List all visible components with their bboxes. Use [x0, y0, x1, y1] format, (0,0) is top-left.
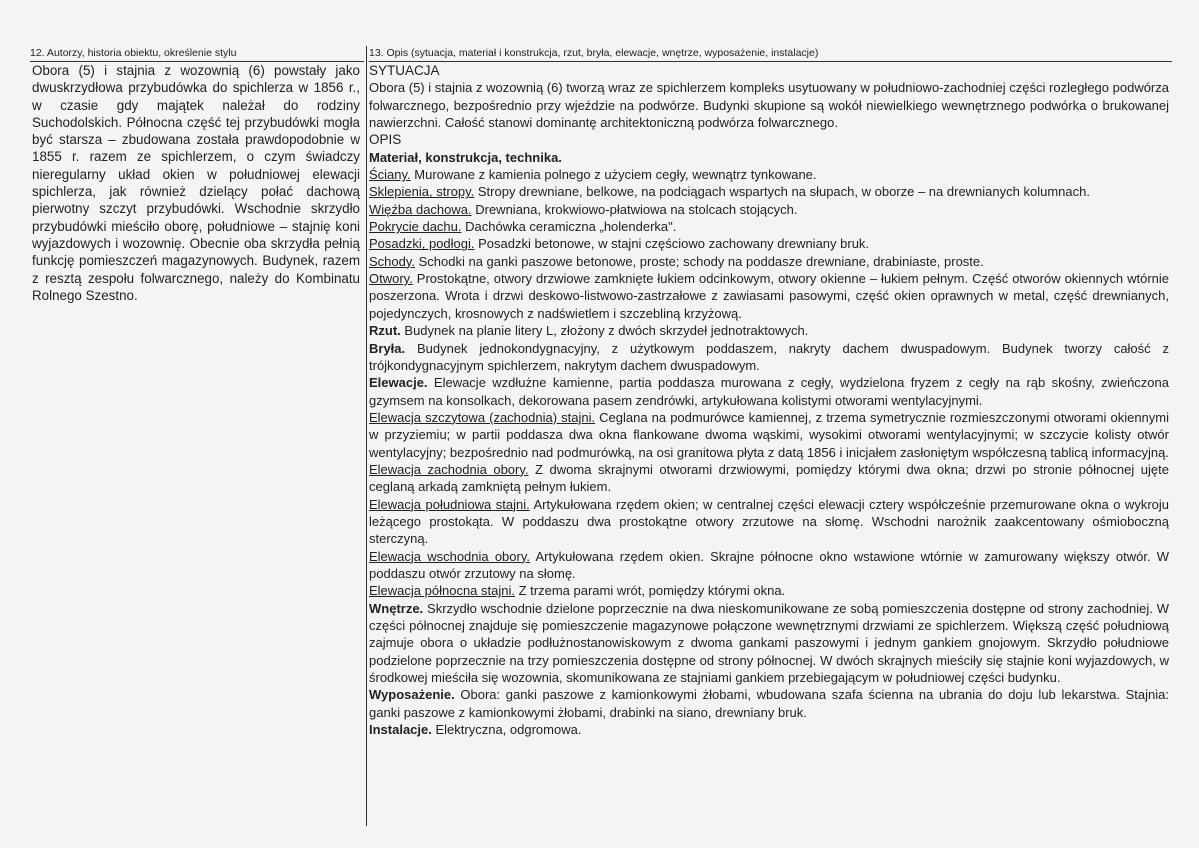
entry-label: Rzut.	[369, 323, 401, 339]
situation-paragraph: Obora (5) i stajnia z wozownią (6) tworzą wraz ze spichlerzem kompleks usytuowany w południowo-zachodniej części rozległego podwórza folwarcznego, bezpośrednio przy wjeździe na podwórze. Budynki skupione są wokół niewielkiego wewnętrznego podwórka o brukowanej nawierzchni. Całość stanowi dominantę architektoniczną podwórza folwarcznego.	[369, 80, 1169, 131]
document-sheet	[30, 46, 1172, 826]
history-paragraph: Obora (5) i stajnia z wozownią (6) powstały jako dwuskrzydłowa przybudówka do spichlerza w 1856 r., w czasie gdy majątek należał do rodziny Suchodolskich. Północna część tej przybudówki mogła być starsza – zbudowana została prawdopodobnie w 1855 r. razem ze spichlerzem, o czym świadczy nieregularny układ okien w południowej elewacji spichlerza, jak również dzielący połać dachową pierwotny szczyt przybudówki. Wschodnie skrzydło przybudówki mieściło oborę, południowe – stajnię koni wyjazdowych i wozownię. Obecnie oba skrzydła pełnią funkcję pomieszczeń magazynowych. Budynek, razem z resztą zespołu folwarcznego, należy do Kombinatu Rolnego Szestno.	[32, 63, 360, 303]
entry-label: Elewacja południowa stajni.	[369, 496, 530, 512]
entry-label: Wyposażenie.	[369, 687, 455, 703]
entry-label: Posadzki, podłogi.	[369, 236, 475, 252]
description-entry	[369, 253, 1169, 270]
entry-label: Wnętrze.	[369, 600, 424, 616]
entry-text: Elewacje wzdłużne kamienne, partia poddasza murowana z cegły, wydzielona fryzem z cegły na rąb skośny, zwieńczona gzymsem na konsolkach, dekorowana pasem zendrówki, artykułowana kolistymi otworami wentylacyjnymi.	[369, 375, 1169, 408]
entry-text: Murowane z kamienia polnego z użyciem cegły, wewnątrz tynkowane.	[410, 167, 817, 183]
column-divider	[366, 46, 367, 826]
entry-text: Dachówka ceramiczna „holenderka".	[461, 219, 677, 235]
history-text	[32, 62, 360, 304]
description-entry	[369, 218, 1169, 235]
entry-text: Stropy drewniane, belkowe, na podciągach wspartych na słupach, w oborze – na drewnianych kolumnach.	[474, 184, 1090, 200]
description-entry	[369, 201, 1169, 218]
description-entry	[369, 374, 1169, 409]
description-entry	[369, 548, 1169, 583]
entry-label: Elewacja szczytowa (zachodnia) stajni.	[369, 409, 596, 425]
entry-label: Elewacja wschodnia obory.	[369, 548, 530, 564]
entry-text: Drewniana, krokwiowo-płatwiowa na stolcach stojących.	[471, 201, 798, 217]
description-entry	[369, 270, 1169, 322]
entry-text: Budynek na planie litery L, złożony z dwóch skrzydeł jednotraktowych.	[400, 323, 809, 339]
description-entry	[369, 409, 1169, 461]
description-text	[369, 62, 1169, 738]
entry-label: Elewacja północna stajni.	[369, 583, 515, 599]
description-entry	[369, 166, 1169, 183]
material-heading: Materiał, konstrukcja, technika.	[369, 149, 562, 165]
entry-label: Instalacje.	[369, 722, 432, 738]
description-entry	[369, 496, 1169, 548]
left-column-header: 12. Autorzy, historia obiektu, określenie stylu	[30, 46, 364, 62]
description-entry	[369, 582, 1169, 599]
entry-text: Elektryczna, odgromowa.	[431, 722, 582, 738]
entry-label: Sklepienia, stropy.	[369, 184, 475, 200]
description-entry	[369, 721, 1169, 738]
entry-text: Obora: ganki paszowe z kamionkowymi żłobami, wbudowana szafa ścienna na ubrania do doju lub lekarstwa. Stajnia: ganki paszowe z kamionkowymi żłobami, drabinki na siano, drewniany bruk.	[369, 687, 1169, 720]
entry-text: Artykułowana rzędem okien. Skrajne północne okno wstawione wtórnie w zamurowany większy otwór. W poddaszu otwór zrzutowy na słomę.	[369, 548, 1169, 581]
entry-text: Posadzki betonowe, w stajni częściowo zachowany drewniany bruk.	[474, 236, 870, 252]
description-entry	[369, 600, 1169, 687]
description-entry	[369, 686, 1169, 721]
situation-heading: SYTUACJA	[369, 63, 440, 78]
description-entries	[369, 166, 1169, 738]
description-entry	[369, 322, 1169, 339]
entry-text: Skrzydło wschodnie dzielone poprzecznie na dwa nieskomunikowane ze sobą pomieszczenia dostępne od strony zachodniej. W części północnej znajduje się pomieszczenie magazynowe połączone wewnętrznymi drzwiami ze spichlerzem. Większą część południową zajmuje obora o układzie podłużnostanowiskowym z dwoma gankami paszowymi i jednym gankiem gnojowym. Skrzydło południowe podzielone poprzecznie na trzy pomieszczenia dostępne od strony północnej. W dwóch skrajnych mieściły się stajnie koni wyjazdowych, w środkowej mieściła się wozownia, skomunikowana ze stajniami gankiem przebiegającym w południowej części budynku.	[369, 600, 1169, 686]
description-entry	[369, 340, 1169, 375]
description-entry	[369, 235, 1169, 252]
right-column-header: 13. Opis (sytuacja, materiał i konstrukcja, rzut, bryła, elewacje, wnętrze, wyposażenie, instalacje)	[369, 46, 1172, 62]
entry-label: Ściany.	[369, 167, 411, 183]
description-heading: OPIS	[369, 132, 402, 148]
entry-label: Elewacja zachodnia obory.	[369, 461, 529, 477]
entry-text: Schodki na ganki paszowe betonowe, proste; schody na poddasze drewniane, drabiniaste, proste.	[415, 253, 984, 269]
entry-label: Schody.	[369, 253, 416, 269]
entry-label: Bryła.	[369, 340, 406, 356]
entry-text: Ceglana na podmurówce kamiennej, z trzema symetrycznie rozmieszczonymi otworami okiennymi w przyziemiu; w partii poddasza dwa okna flankowane dwoma wąskimi, wysokimi otworami wentylacyjnymi; w szczycie kolisty otwór wentylacyjny; bezpośrednio nad podmurówką, na osi granitowa płyta z datą 1856 i inicjałem zasłoniętym współczesną tablicą informacyjną.	[369, 409, 1169, 460]
entry-text: Prostokątne, otwory drzwiowe zamknięte łukiem odcinkowym, otwory okienne – łukiem pełnym. Część otworów okiennych wtórnie poszerzona. Wrota i drzwi deskowo-listwowo-zastrzałowe z zawiasami pasowymi, część okien oprawnych w metal, część drewnianych, pojedynczych, krosnowych z nadświetlem i szczebliną krzyżową.	[369, 271, 1169, 321]
entry-text: Z dwoma skrajnymi otworami drzwiowymi, pomiędzy którymi dwa okna; drzwi po stronie północnej ujęte ceglaną arkadą zamkniętą pełnym łukiem.	[369, 461, 1169, 495]
description-entry	[369, 461, 1169, 496]
entry-label: Pokrycie dachu.	[369, 219, 462, 235]
entry-text: Artykułowana rzędem okien; w centralnej części elewacji cztery współcześnie przemurowane okna o wykroju leżącego prostokąta. W poddaszu dwa prostokątne otwory zrzutowe na słomę. Wschodni narożnik zaakcentowany ośmioboczną sterczyną.	[369, 496, 1169, 547]
entry-label: Elewacje.	[369, 375, 428, 391]
entry-text: Z trzema parami wrót, pomiędzy którymi okna.	[514, 583, 786, 599]
entry-text: Budynek jednokondygnacyjny, z użytkowym poddaszem, nakryty dachem dwuspadowym. Budynek tworzy całość z trójkondygnacyjnym spichlerzem, nakrytym dachem dwuspadowym.	[369, 340, 1169, 373]
entry-label: Więźba dachowa.	[369, 201, 472, 217]
description-entry	[369, 183, 1169, 200]
entry-label: Otwory.	[369, 271, 413, 287]
